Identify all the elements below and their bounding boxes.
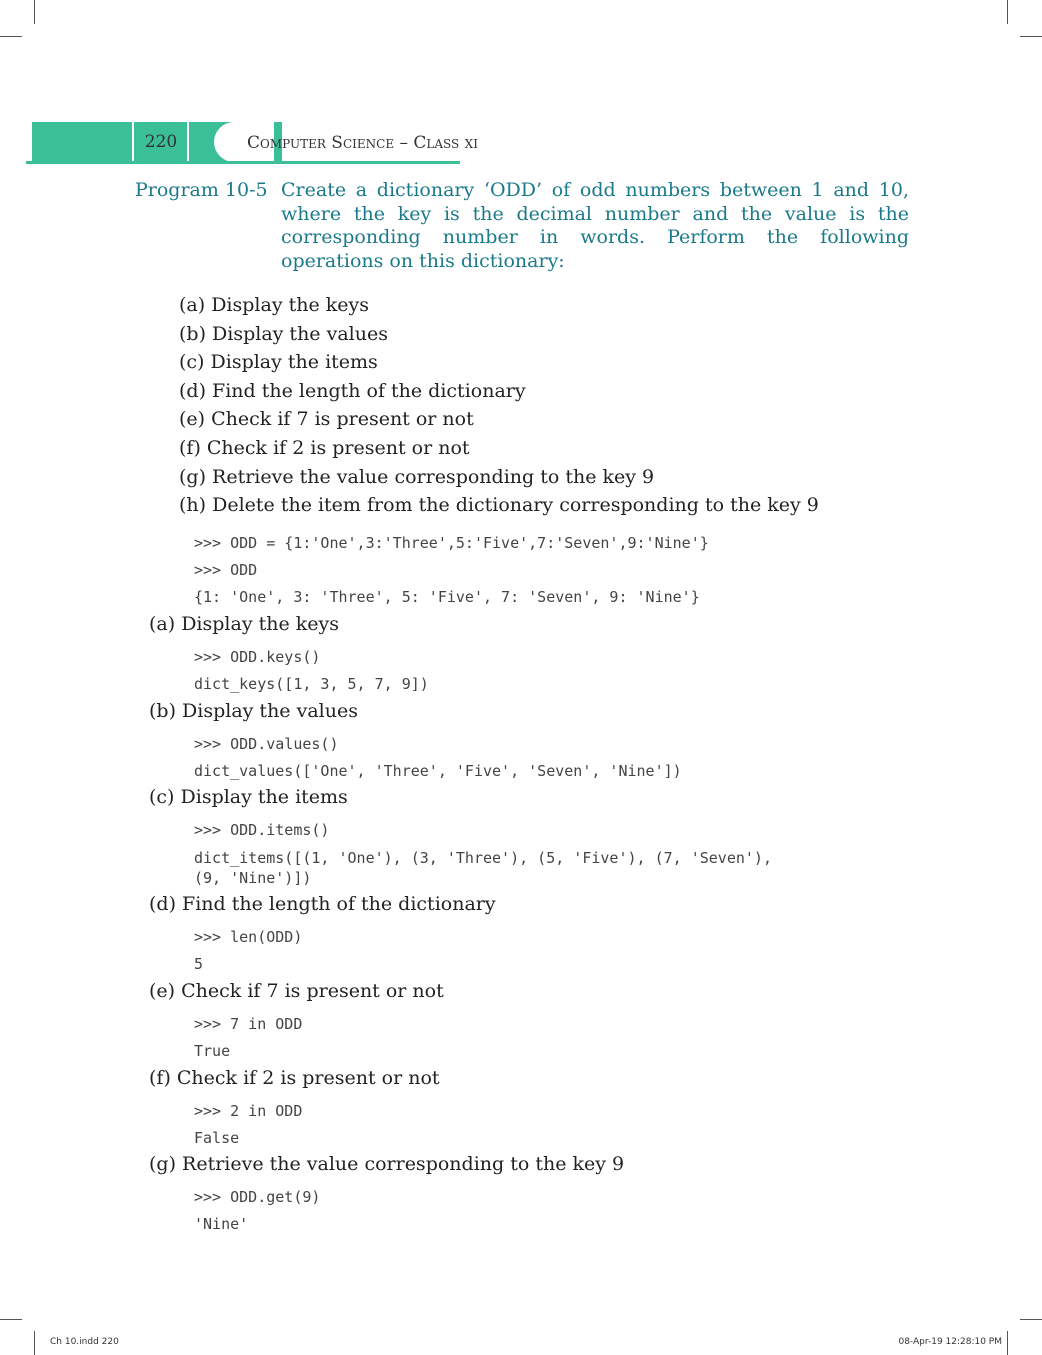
section-heading: (g) Retrieve the value corresponding to the key 9: [149, 1153, 625, 1175]
code-line: >>> 2 in ODD: [194, 1102, 303, 1120]
code-line: {1: 'One', 3: 'Three', 5: 'Five', 7: 'Seven', 9: 'Nine'}: [194, 588, 700, 606]
program-label: Program 10-5: [135, 179, 268, 201]
task-item: (g) Retrieve the value corresponding to the key 9: [179, 465, 655, 488]
section-heading: (e) Check if 7 is present or not: [149, 980, 444, 1002]
section-heading: (c) Display the items: [149, 786, 348, 808]
section-heading: (a) Display the keys: [149, 613, 339, 635]
code-line: >>> len(ODD): [194, 928, 303, 946]
task-item: (h) Delete the item from the dictionary corresponding to the key 9: [179, 494, 819, 517]
print-timestamp: 08-Apr-19 12:28:10 PM: [898, 1337, 1002, 1347]
task-item: (e) Check if 7 is present or not: [179, 408, 474, 431]
code-output: 'Nine': [194, 1215, 249, 1233]
code-line: >>> 7 in ODD: [194, 1015, 303, 1033]
section-heading: (b) Display the values: [149, 700, 358, 722]
task-item: (d) Find the length of the dictionary: [179, 379, 526, 402]
section-heading: (f) Check if 2 is present or not: [149, 1067, 440, 1089]
task-item: (a) Display the keys: [179, 294, 369, 316]
code-line: >>> ODD.values(): [194, 735, 339, 753]
code-output: True: [194, 1042, 231, 1060]
crop-mark: [34, 0, 35, 24]
crop-mark: [1007, 0, 1008, 24]
file-slug: Ch 10.indd 220: [50, 1337, 119, 1347]
code-line: >>> ODD.keys(): [194, 648, 321, 666]
crop-mark: [0, 1319, 22, 1320]
section-heading: (d) Find the length of the dictionary: [149, 893, 496, 915]
code-line: >>> ODD.items(): [194, 821, 330, 839]
crop-mark: [34, 1331, 35, 1355]
crop-mark: [1020, 36, 1042, 37]
code-line: >>> ODD: [194, 561, 258, 579]
page-number: 220: [144, 132, 178, 152]
header-rule: [26, 161, 460, 164]
code-output: False: [194, 1129, 240, 1147]
crop-mark: [1007, 1331, 1008, 1355]
crop-mark: [0, 36, 22, 37]
program-description: Create a dictionary ‘ODD’ of odd numbers between 1 and 10, where the key is the decimal number and the value is the corresponding number in words. Perform the following operations on this dictionary:: [281, 179, 909, 272]
running-head: Computer Science – Class xi: [247, 133, 478, 153]
task-item: (b) Display the values: [179, 322, 388, 345]
crop-mark: [1020, 1319, 1042, 1320]
code-output: dict_keys([1, 3, 5, 7, 9]): [194, 675, 429, 693]
code-output: dict_values(['One', 'Three', 'Five', 'Seven', 'Nine']): [194, 762, 682, 780]
task-list: [179, 292, 819, 521]
code-output: dict_items([(1, 'One'), (3, 'Three'), (5, 'Five'), (7, 'Seven'), (9, 'Nine')]): [194, 849, 772, 887]
code-line: >>> ODD = {1:'One',3:'Three',5:'Five',7:'Seven',9:'Nine'}: [194, 534, 709, 552]
task-item: (c) Display the items: [179, 351, 378, 374]
task-item: (f) Check if 2 is present or not: [179, 436, 470, 459]
code-line: >>> ODD.get(9): [194, 1188, 321, 1206]
code-output: 5: [194, 955, 204, 973]
